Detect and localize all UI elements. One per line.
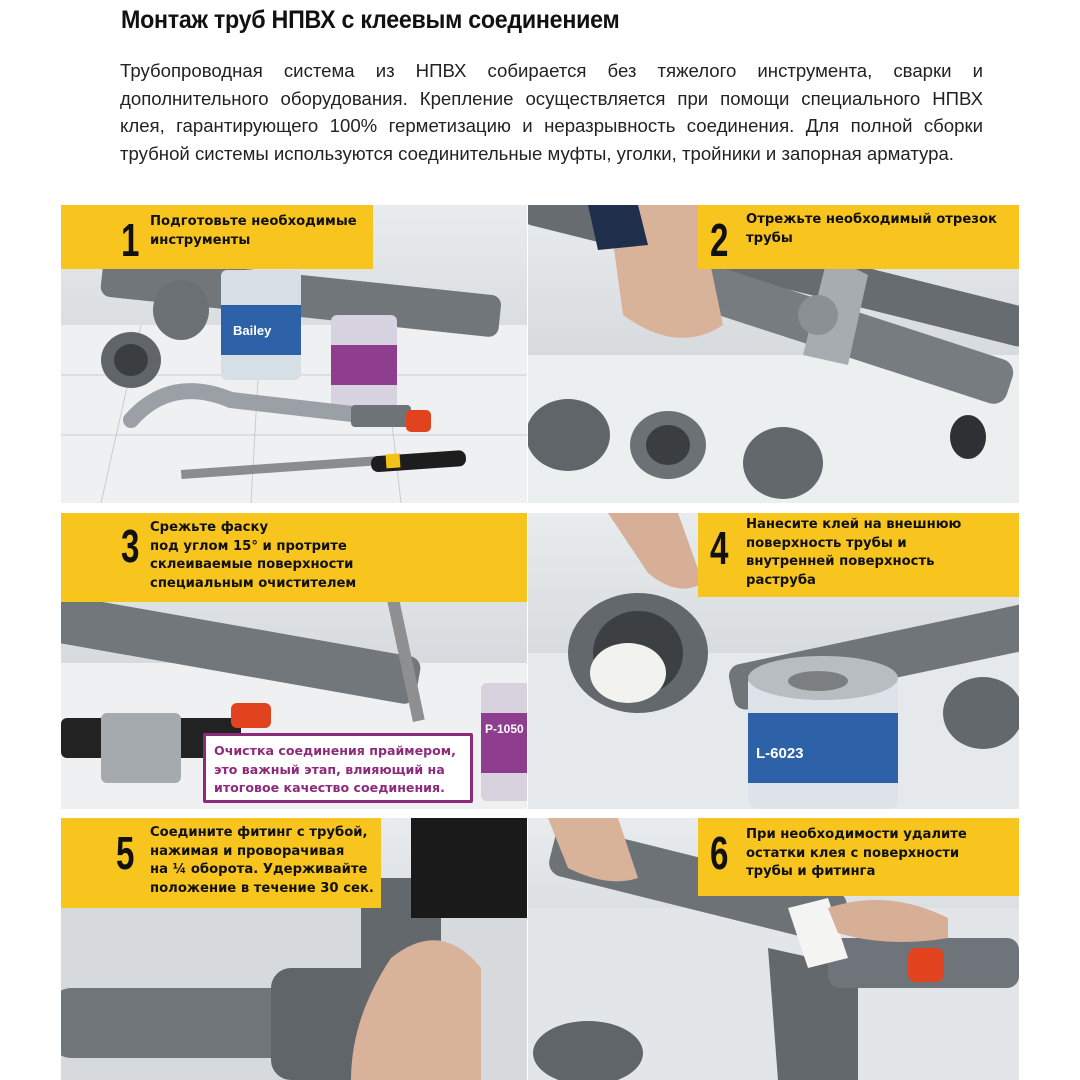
primer-callout: Очистка соединения праймером, это важный этап, влияющий на итоговое качество соединения. xyxy=(203,733,473,803)
step-3-text: Срежьте фаску под углом 15° и протрите склеиваемые поверхности специальным очистителем xyxy=(150,520,357,591)
intro-paragraph: Трубопроводная система из НПВХ собирается без тяжелого инструмента, сварки и дополнительного оборудования. Крепление осуществляется при помощи специального НПВХ клея, гарантирующего 100% герметизацию и неразрывность соединения. Для полной сборки трубной системы используются соединительные муфты, уголки, тройники и запорная арматура. xyxy=(120,60,983,164)
step-2-photo xyxy=(528,205,1019,503)
step-5-number: 5 xyxy=(116,827,135,879)
step-1-photo xyxy=(61,205,527,503)
step-2-text: Отрежьте необходимый отрезок трубы xyxy=(746,212,997,246)
cement-can-label: Bailey xyxy=(233,323,272,338)
step-6-number: 6 xyxy=(710,827,729,879)
step-4-text: Нанесите клей на внешнюю поверхность трубы и внутренней поверхность раструба xyxy=(746,517,962,588)
step-6-photo xyxy=(528,818,1019,1080)
page-title: Монтаж труб НПВХ с клеевым соединением xyxy=(121,6,620,34)
step-2-number: 2 xyxy=(710,214,729,266)
glue-can-label: L-6023 xyxy=(756,745,804,762)
primer-can-label: P-1050 xyxy=(485,722,524,736)
step-4-number: 4 xyxy=(710,522,729,574)
step-1-number: 1 xyxy=(121,214,140,266)
step-4-photo xyxy=(528,513,1019,809)
step-1-text: Подготовьте необходимые инструменты xyxy=(150,214,357,248)
step-3-number: 3 xyxy=(121,520,140,572)
step-5-photo xyxy=(61,818,527,1080)
step-6-text: При необходимости удалите остатки клея с поверхности трубы и фитинга xyxy=(746,827,967,880)
step-5-text: Соедините фитинг с трубой, нажимая и проворачивая на ¼ оборота. Удерживайте положение в течение 30 сек. xyxy=(150,825,374,896)
